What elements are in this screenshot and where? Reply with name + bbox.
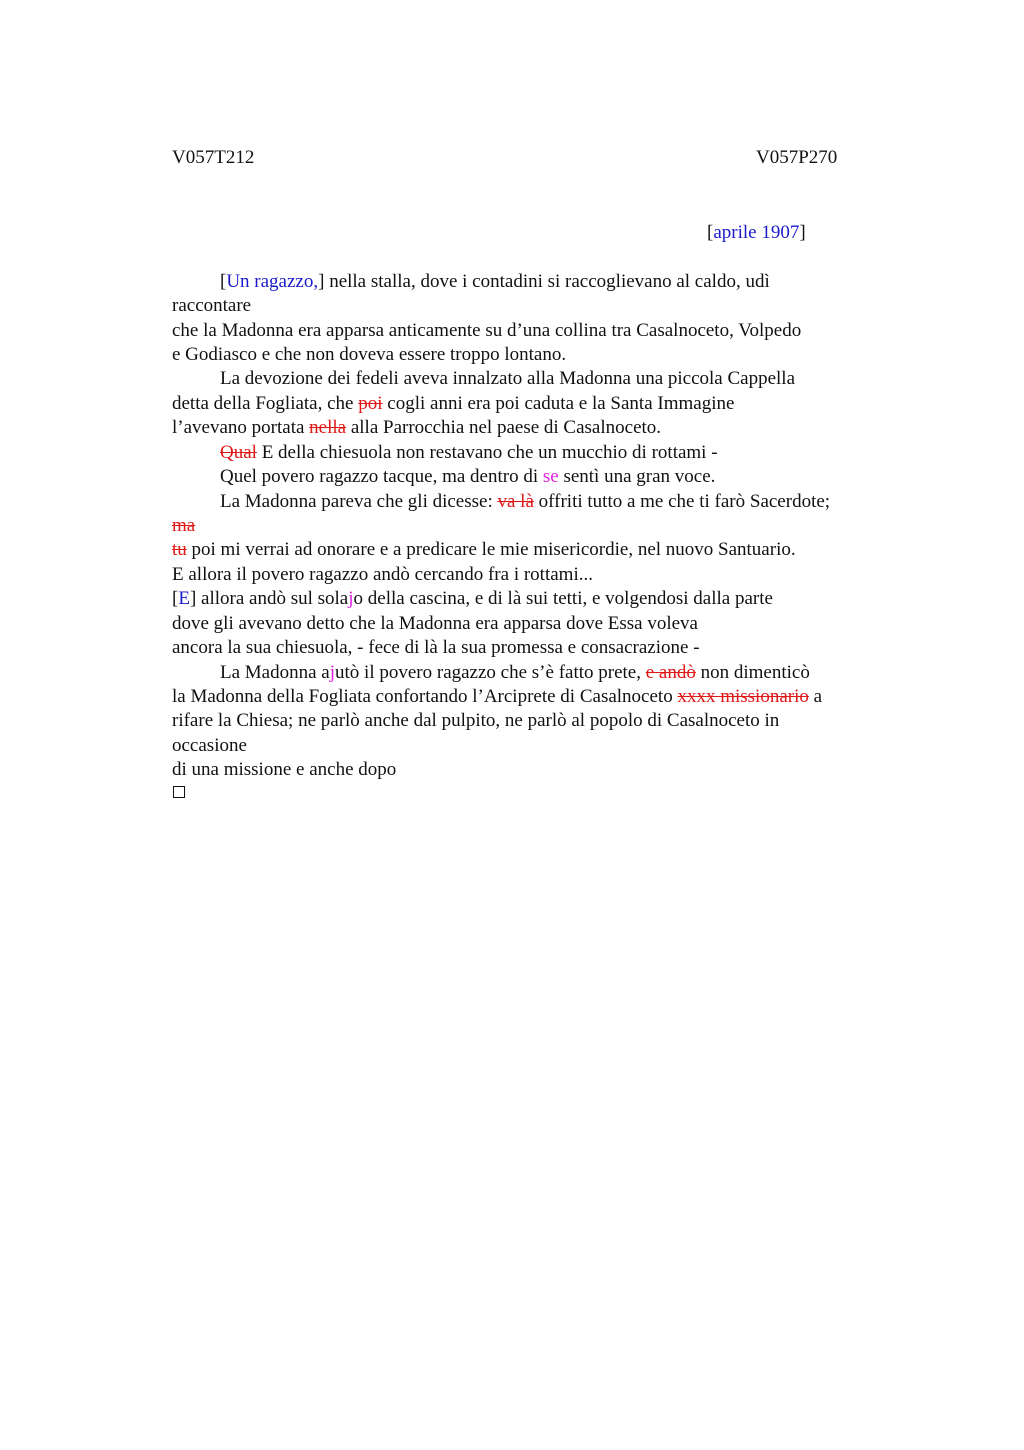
line-text: nella stalla, dove i contadini si raccoglievano al caldo, udì <box>324 271 770 292</box>
line-text: sentì una gran voce. <box>558 466 716 487</box>
text-line-12 <box>172 539 796 561</box>
bracket-open: [ <box>220 271 227 292</box>
line-text: allora andò sul sola <box>196 588 349 609</box>
text-line-16: ancora la sua chiesuola, - fece di là la sua promessa e consacrazione - <box>172 637 700 658</box>
bracket-open: [ <box>172 588 179 609</box>
line-text: cogli anni era poi caduta e la Santa Immagine <box>382 393 735 414</box>
deletion: xxxx missionario <box>677 686 809 707</box>
text-line-10 <box>220 491 830 513</box>
text-line-15: dove gli avevano detto che la Madonna era apparsa dove Essa voleva <box>172 613 698 634</box>
document-id-left: V057T212 <box>172 147 255 168</box>
text-line-2: raccontare <box>172 295 252 316</box>
text-line-18 <box>172 686 822 708</box>
line-text: detta della Fogliata, che <box>172 393 359 414</box>
deletion: va là <box>497 491 534 512</box>
text-line-11 <box>172 515 195 537</box>
bracket-close: ] <box>318 271 325 292</box>
text-line-6 <box>172 393 734 415</box>
bracket-close: ] <box>189 588 197 609</box>
deletion: nella <box>309 417 347 438</box>
text-line-7 <box>172 417 661 439</box>
text-line-5: La devozione dei fedeli aveva innalzato alla Madonna una piccola Cappella <box>220 368 796 389</box>
line-text: alla Parrocchia nel paese di Casalnoceto. <box>346 417 662 438</box>
line-text: non dimenticò <box>695 662 810 683</box>
date-line <box>707 222 806 244</box>
line-text: l’avevano portata <box>172 417 310 438</box>
line-text: o della cascina, e di là sui tetti, e volgendosi dalla parte <box>353 588 773 609</box>
line-text: utò il povero ragazzo che s’è fatto prete, <box>335 662 646 683</box>
line-text: La Madonna pareva che gli dicesse: <box>220 491 498 512</box>
text-line-17 <box>220 662 810 684</box>
date-value: aprile 1907 <box>713 222 800 243</box>
correction: j <box>329 662 336 683</box>
deletion: e andò <box>645 662 696 683</box>
correction: se <box>542 466 559 487</box>
text-line-14 <box>172 588 773 610</box>
line-text: Quel povero ragazzo tacque, ma dentro di <box>220 466 543 487</box>
text-line-20: occasione <box>172 735 247 756</box>
text-line-8 <box>220 442 718 464</box>
text-line-9 <box>220 466 715 488</box>
text-line-13: E allora il povero ragazzo andò cercando fra i rottami... <box>172 564 593 585</box>
deletion: Qual <box>220 442 257 463</box>
editorial-insertion: Un ragazzo, <box>226 271 319 292</box>
line-text: La Madonna a <box>220 662 330 683</box>
line-text: E della chiesuola non restavano che un mucchio di rottami - <box>256 442 718 463</box>
line-text: offriti tutto a me che ti farò Sacerdote; <box>533 491 831 512</box>
text-line-3: che la Madonna era apparsa anticamente su d’una collina tra Casalnoceto, Volpedo <box>172 320 802 341</box>
line-text: poi mi verrai ad onorare e a predicare le mie misericordie, nel nuovo Santuario. <box>186 539 796 560</box>
text-line-21: di una missione e anche dopo <box>172 759 397 780</box>
deletion: poi <box>358 393 383 414</box>
text-line-4: e Godiasco e che non doveva essere troppo lontano. <box>172 344 567 365</box>
document-id-right: V057P270 <box>756 147 838 168</box>
bracket-open: [ <box>707 222 714 243</box>
correction: j <box>348 588 354 609</box>
text-line-1 <box>220 271 770 293</box>
editorial-insertion: E <box>178 588 190 609</box>
line-text: a <box>808 686 823 707</box>
text-line-19: rifare la Chiesa; ne parlò anche dal pulpito, ne parlò al popolo di Casalnoceto in <box>172 710 780 731</box>
empty-box-icon <box>173 786 185 798</box>
bracket-close: ] <box>799 222 806 243</box>
line-text: la Madonna della Fogliata confortando l’Arciprete di Casalnoceto <box>172 686 678 707</box>
deletion: ma <box>172 515 196 536</box>
deletion: tu <box>172 539 187 560</box>
